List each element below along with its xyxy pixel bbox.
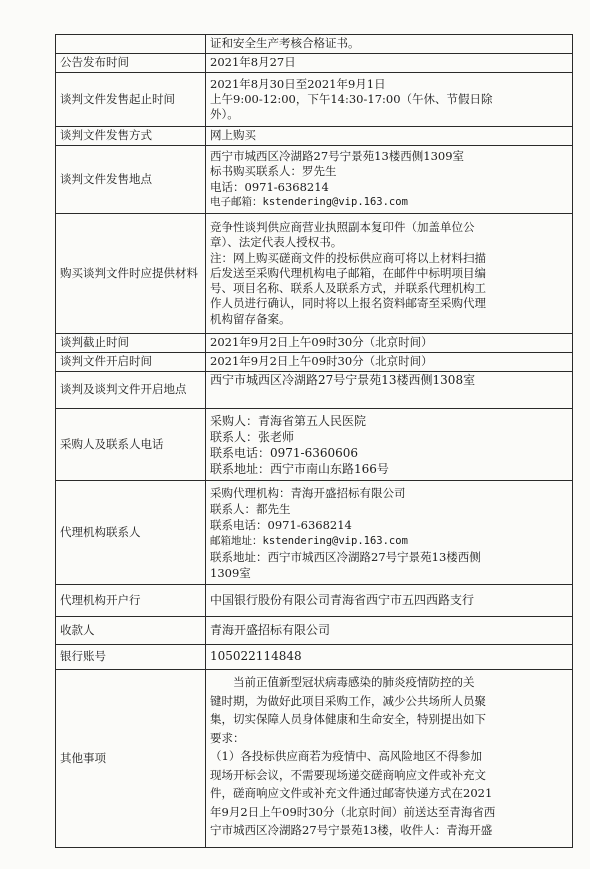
row-label: 公告发布时间: [56, 54, 206, 73]
table-row: [56, 54, 573, 73]
value-line: 上午9:00-12:00，下午14:30-17:00（午休、节假日除: [210, 91, 493, 106]
value-line: 联系人：张老师: [210, 429, 295, 444]
value-line: 号、项目名称、联系人及联系方式，并联系代理机构工: [210, 281, 486, 296]
table-row: [56, 481, 573, 585]
value-line: 集，切实保障人员身体健康和生命安全，特别提出如下: [210, 712, 486, 726]
row-label: 收款人: [56, 617, 206, 645]
value-line: 2021年9月2日上午09时30分（北京时间）: [210, 354, 433, 369]
table-row: [56, 146, 573, 214]
table-row: [56, 334, 573, 353]
table-row: [56, 645, 573, 670]
value-line: 件，磋商响应文件或补充文件通过邮寄快递方式在2021: [210, 786, 493, 800]
procurement-info-table: [55, 34, 573, 848]
value-line: 105022114848: [210, 649, 302, 664]
value-line: 网上购买: [210, 128, 256, 143]
table-row: [56, 353, 573, 372]
value-line: 联系地址：西宁市城西区冷湖路27号宁景苑13楼西侧: [210, 549, 481, 564]
row-label: 其他事项: [56, 670, 206, 848]
value-line: 键时期，为做好此项目采购工作，减少公共场所人员聚: [210, 693, 486, 708]
value-line: 联系电话：0971-6360606: [210, 445, 359, 460]
value-line: 邮箱地址：kstendering@vip.163.com: [210, 534, 408, 547]
value-line: 电话：0971-6368214: [210, 179, 329, 194]
row-value: [206, 585, 573, 617]
row-label: 购买谈判文件时应提供材料: [56, 214, 206, 334]
row-value: [206, 214, 573, 334]
row-label: 银行账号: [56, 645, 206, 670]
value-line: （1）各投标供应商若为疫情中、高风险地区不得参加: [210, 749, 482, 763]
row-label: [56, 372, 206, 409]
value-line: 1309室: [210, 565, 251, 580]
table-row: [56, 585, 573, 617]
table-row: [56, 409, 573, 481]
row-value: [206, 353, 573, 372]
value-line: 联系人：都先生: [210, 501, 291, 516]
value-line: 青海开盛招标有限公司: [210, 622, 331, 637]
row-value: [206, 645, 573, 670]
value-line: 竞争性谈判供应商营业执照副本复印件（加盖单位公: [210, 219, 475, 234]
table-row: [56, 214, 573, 334]
table-row: [56, 372, 573, 409]
row-label: 谈判文件发售地点: [56, 146, 206, 214]
value-line: 标书购买联系人：罗先生: [210, 164, 337, 179]
row-label: 谈判文件开启时间: [56, 353, 206, 372]
table-row: [56, 670, 573, 848]
table-row: [56, 617, 573, 645]
row-label: 谈判文件发售起止时间: [56, 73, 206, 127]
table-row: [56, 127, 573, 146]
value-line: 西宁市城西区冷湖路27号宁景苑13楼西侧1308室: [210, 373, 476, 387]
value-line: 2021年9月2日上午09时30分（北京时间）: [210, 335, 433, 350]
row-value: [206, 409, 573, 481]
row-label: 代理机构联系人: [56, 481, 206, 585]
value-line: 采购代理机构：青海开盛招标有限公司: [210, 485, 406, 500]
row-value: [206, 334, 573, 353]
value-line: 作人员进行确认，同时将以上报名资料邮寄至采购代理: [210, 296, 486, 311]
value-line: 年9月2日上午09时30分（北京时间）前送达至青海省西: [210, 804, 496, 819]
value-line: 后发送至采购代理机构电子邮箱，在邮件中标明项目编: [210, 265, 486, 280]
value-line: 采购人：青海省第五人民医院: [210, 413, 367, 428]
value-line: 要求：: [210, 730, 245, 745]
row-value: [206, 146, 573, 214]
value-line: 外）。: [210, 107, 239, 122]
row-label: 谈判截止时间: [56, 334, 206, 353]
row-value: [206, 73, 573, 127]
value-line: 联系电话：0971-6368214: [210, 517, 352, 532]
value-line: 宁市城西区冷湖路27号宁景苑13楼，收件人：青海开盛: [210, 823, 493, 837]
value-line: 联系地址：西宁市南山东路166号: [210, 461, 389, 476]
row-label: [56, 35, 206, 54]
value-line: 证和安全生产考核合格证书。: [210, 36, 360, 51]
row-value: [206, 617, 573, 645]
value-line: 西宁市城西区冷湖路27号宁景苑13楼西侧1309室: [210, 148, 465, 163]
row-label-text: 谈判及谈判文件开启地点: [60, 382, 187, 397]
row-label: 谈判文件发售方式: [56, 127, 206, 146]
row-value: [206, 127, 573, 146]
row-value: [206, 54, 573, 73]
value-line: 章）、法定代表人授权书。: [210, 235, 343, 250]
row-value: [206, 35, 573, 54]
table-row: [56, 35, 573, 54]
value-line: 中国银行股份有限公司青海省西宁市五四西路支行: [210, 592, 475, 607]
value-line: 电子邮箱：kstendering@vip.163.com: [210, 195, 408, 208]
row-value: [206, 372, 573, 409]
value-line: 当前正值新型冠状病毒感染的肺炎疫情防控的关: [233, 675, 475, 689]
row-value: [206, 670, 573, 848]
value-line: 机构留存备案。: [210, 311, 291, 326]
row-value: [206, 481, 573, 585]
value-line: 2021年8月27日: [210, 55, 296, 70]
row-label: 代理机构开户行: [56, 585, 206, 617]
value-line: 2021年8月30日至2021年9月1日: [210, 76, 386, 91]
row-label: 采购人及联系人电话: [56, 409, 206, 481]
value-line: 现场开标会议，不需要现场递交磋商响应文件或补充文: [210, 767, 486, 782]
table-row: [56, 73, 573, 127]
value-line: 注：网上购买磋商文件的投标供应商可将以上材料扫描: [210, 250, 486, 265]
